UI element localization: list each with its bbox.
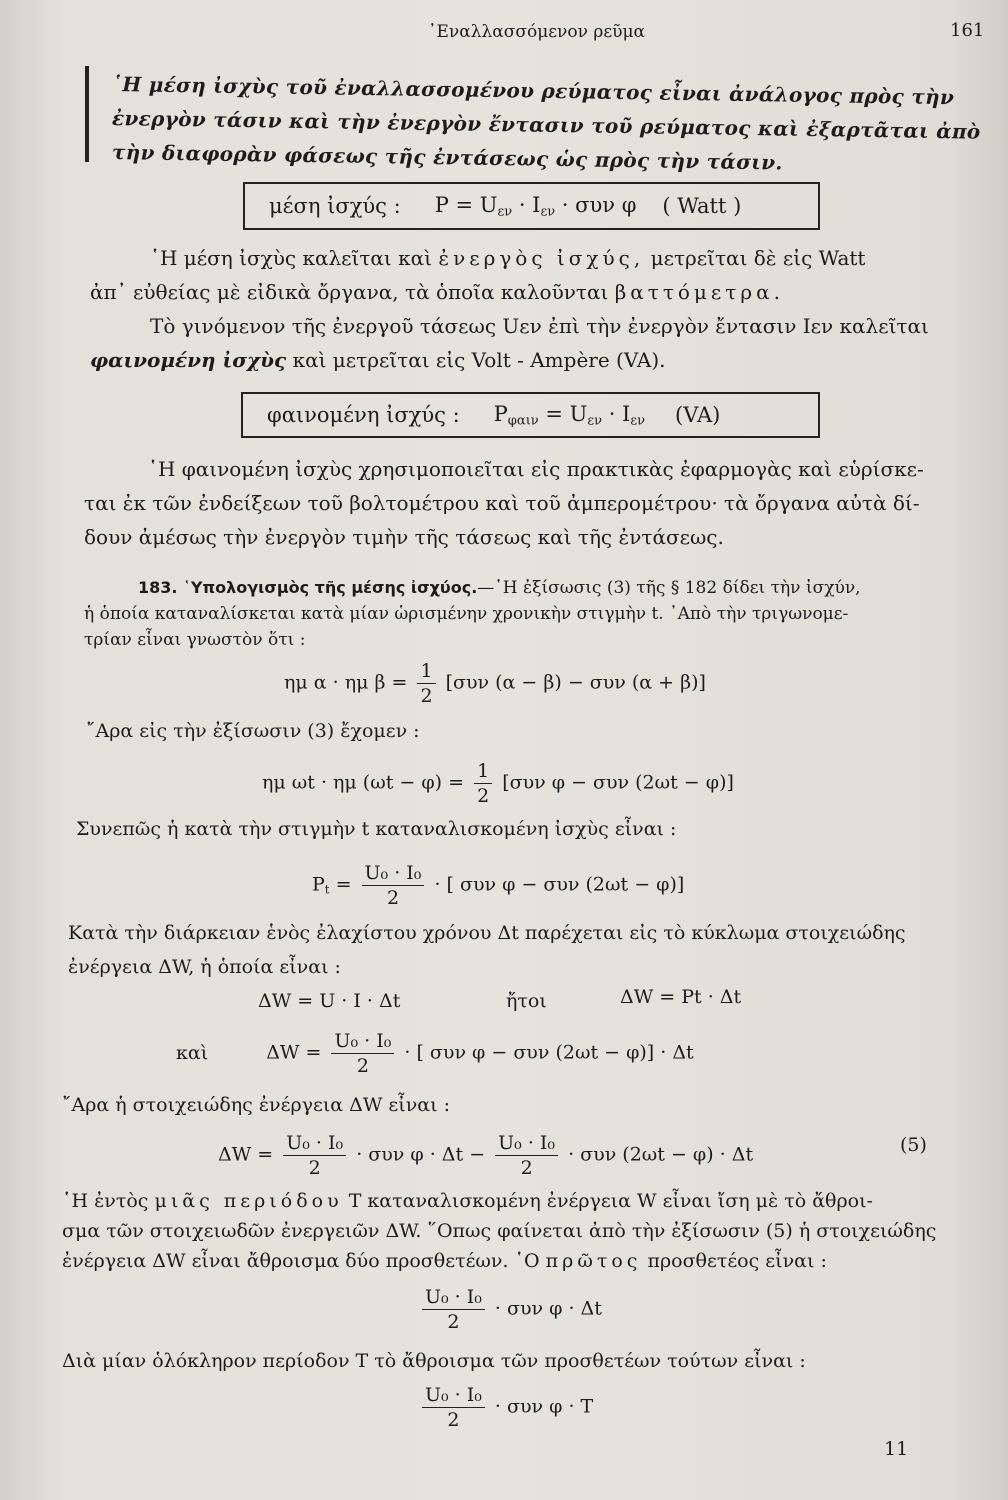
para4-line-2: σμα τῶν στοιχειωδῶν ἐνεργειῶν ΔW. ῞Οπως φαίνεται ἀπὸ τὴν ἐξίσωσιν (5) ἡ στοιχειώδης [62, 1220, 937, 1242]
section-183-line-1: 183. ῾Υπολογισμὸς τῆς μέσης ἰσχύος.—῾Η ἐξίσωσις (3) τῆς § 182 δίδει τὴν ἰσχύν, [138, 578, 861, 598]
para3-line-1: Κατὰ τὴν διάρκειαν ἑνὸς ἐλαχίστου χρόνου Δt παρέχεται εἰς τὸ κύκλωμα στοιχειώδης [68, 922, 906, 944]
equation-period-sum: $\frac{\text{U₀ · I₀}}{2}$ · συν φ · T [418, 1384, 593, 1431]
section-183-line-3: τρίαν εἶναι γνωστὸν ὅτι : [84, 630, 306, 650]
para4-line-1: ῾Η ἐντὸς μιᾶς περιόδου Τ καταναλισκομένη ἐνέργεια W εἶναι ἴση μὲ τὸ ἄθροι- [62, 1190, 873, 1212]
para2-line-1: ῾Η φαινομένη ἰσχὺς χρησιμοποιεῖται εἰς πρακτικὰς ἐφαρμογὰς καὶ εὑρίσκε- [148, 457, 924, 481]
equation-instant-sin-product: ημ ωt · ημ (ωt − φ) = $\frac{1}{2}$ [συν φ − συν (2ωt − φ)] [262, 760, 734, 807]
box-unit: ( Watt ) [662, 194, 742, 218]
running-title: ᾿Εναλλασσόμενον ρεῦμα [428, 22, 646, 42]
para4-line-3: ἐνέργεια ΔW εἶναι ἄθροισμα δύο προσθετέων. ῾Ο πρῶτος προσθετέος εἶναι : [62, 1250, 827, 1272]
equation-first-term: $\frac{\text{U₀ · I₀}}{2}$ · συν φ · Δt [418, 1286, 602, 1333]
box-label: μέση ἰσχύς : [269, 194, 401, 218]
theorem-line-1: ῾Η μέση ἰσχὺς τοῦ ἐναλλασσομένου ρεύματος εἶναι ἀνάλογος πρὸς τὴν [111, 72, 955, 110]
theorem-line-2: ἐνεργὸν τάσιν καὶ τὴν ἐνεργὸν ἔντασιν τοῦ ρεύματος καὶ ἐξαρτᾶται ἀπὸ [111, 106, 981, 144]
page-number: 161 [950, 20, 985, 41]
equation-energy-htoi: ἤτοι [506, 990, 547, 1012]
text-ara-1: ῎Αρα εἰς τὴν ἐξίσωσιν (3) ἔχομεν : [86, 720, 420, 742]
section-183-line-2: ἡ ὁποία καταναλίσκεται κατὰ μίαν ὡρισμένην χρονικὴν στιγμὴν t. ᾿Απὸ τὴν τριγωνομε- [84, 604, 849, 624]
equation-5: ΔW = $\frac{\text{U₀ · I₀}}{2}$ · συν φ · Δt − $\frac{\text{U₀ · I₀}}{2}$ · συν (2ωt − φ) · Δt [218, 1132, 754, 1179]
theorem-margin-bar [85, 66, 89, 162]
text-synepos: Συνεπῶς ἡ κατὰ τὴν στιγμὴν t καταναλισκομένη ἰσχὺς εἶναι : [76, 818, 677, 840]
equation-instant-power: $P_t$ = $\frac{\text{U₀ · I₀}}{2}$ · [ συν φ − συν (2ωt − φ)] [312, 862, 685, 909]
equation-5-tag: (5) [900, 1134, 927, 1156]
section-183-title: ῾Υπολογισμὸς τῆς μέσης ἰσχύος. [182, 578, 478, 597]
box-formula: $P = U_{\varepsilon\nu} \cdot I_{\varepsilon\nu} \cdot \sigma\upsilon\nu$ φ [434, 192, 637, 220]
para3-line-2: ἐνέργεια ΔW, ἡ ὁποία εἶναι : [68, 956, 341, 978]
para2-line-3: δουν ἀμέσως τὴν ἐνεργὸν τιμὴν τῆς τάσεως καὶ τῆς ἐντάσεως. [84, 525, 724, 549]
text-ara-2: ῎Αρα ἡ στοιχειώδης ἐνέργεια ΔW εἶναι : [62, 1094, 450, 1116]
mean-power-formula-box [243, 182, 820, 230]
box-label: φαινομένη ἰσχύς : [267, 403, 460, 427]
signature-mark: 11 [884, 1438, 909, 1460]
para1-line-1: ῾Η μέση ἰσχὺς καλεῖται καὶ ἐνεργὸς ἰσχύς, μετρεῖται δὲ εἰς Watt [150, 246, 866, 270]
text-dia: Διὰ μίαν ὁλόκληρον περίοδον Τ τὸ ἄθροισμα τῶν προσθετέων τούτων εἶναι : [62, 1350, 806, 1372]
theorem-line-3: τὴν διαφορὰν φάσεως τῆς ἐντάσεως ὡς πρὸς τὴν τάσιν. [111, 140, 783, 175]
apparent-power-formula-box [241, 392, 820, 438]
box-formula: $P_{\varphi\alpha\iota\nu} = U_{\varepsilon\nu} \cdot I_{\varepsilon\nu}$ [493, 401, 646, 429]
box-unit: (VA) [675, 403, 721, 427]
equation-trig-identity: ημ α · ημ β = $\frac{1}{2}$ [συν (α − β) − συν (α + β)] [284, 660, 706, 707]
para1-line-4: φαινομένη ἰσχὺς καὶ μετρεῖται εἰς Volt - Ampère (VA). [90, 348, 666, 372]
para1-line-2: ἀπ᾿ εὐθείας μὲ εἰδικὰ ὄργανα, τὰ ὁποῖα καλοῦνται βαττόμετρα. [90, 280, 784, 304]
para1-line-3: Τὸ γινόμενον τῆς ἐνεργοῦ τάσεως Uεν ἐπὶ τὴν ἐνεργὸν ἔντασιν Iεν καλεῖται [150, 314, 929, 338]
equation-energy-element: ΔW = U · I · Δt [258, 990, 401, 1012]
equation-energy-expanded: καὶ ΔW = $\frac{\text{U₀ · I₀}}{2}$ · [ συν φ − συν (2ωt − φ)] · Δt [176, 1030, 694, 1077]
equation-energy-pt: ΔW = Pt · Δt [620, 986, 742, 1008]
para2-line-2: ται ἐκ τῶν ἐνδείξεων τοῦ βολτομέτρου καὶ τοῦ ἀμπερομέτρου· τὰ ὄργανα αὐτὰ δί- [84, 491, 920, 515]
